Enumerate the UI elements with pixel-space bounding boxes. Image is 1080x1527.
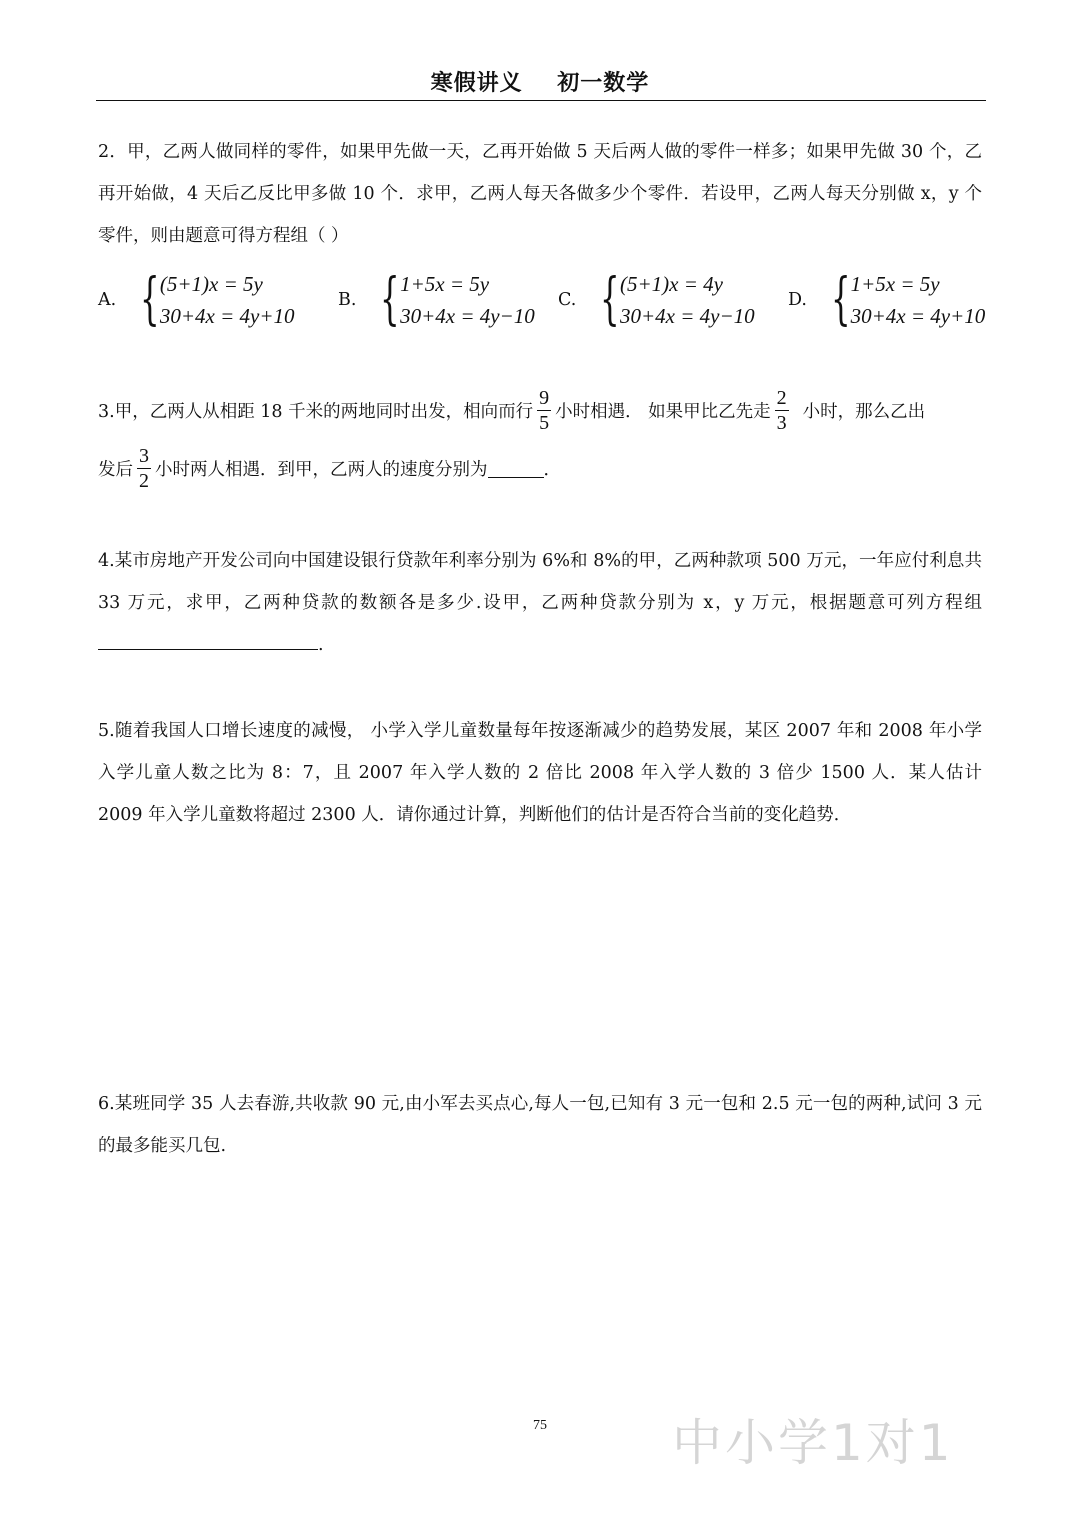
question-4 xyxy=(98,540,982,666)
brace-icon: { xyxy=(831,267,851,332)
brace-icon: { xyxy=(600,267,620,332)
option-a-eq2: 30+4x = 4y+10 xyxy=(159,304,295,328)
question-3-line-2 xyxy=(98,444,561,493)
option-d-eq1: 1+5x = 5y xyxy=(850,272,940,296)
answer-blank xyxy=(98,631,318,650)
question-3-text-2: 小时相遇． 如果甲比乙先走 xyxy=(555,402,771,422)
fraction-3-2 xyxy=(137,444,151,493)
option-d-label: D. xyxy=(788,290,807,310)
option-a xyxy=(98,268,295,332)
fraction-numerator: 2 xyxy=(776,387,787,409)
question-3-text-4: 发后 xyxy=(98,460,133,480)
option-a-eq1: (5+1)x = 5y xyxy=(159,272,263,296)
brace-icon: { xyxy=(140,267,160,332)
question-3-text-1: 3.甲，乙两人从相距 18 千米的两地同时出发，相向而行 xyxy=(98,402,534,422)
question-3-line-1 xyxy=(98,386,925,435)
question-4-end: . xyxy=(318,635,324,655)
question-3-end: ． xyxy=(543,460,561,480)
page-number: 75 xyxy=(533,1418,547,1433)
watermark: 中小学1对1 xyxy=(672,1414,954,1472)
option-b xyxy=(338,268,535,332)
fraction-9-5 xyxy=(537,386,551,435)
option-c xyxy=(558,268,755,332)
option-d xyxy=(788,268,985,332)
question-4-text: 4.某市房地产开发公司向中国建设银行贷款年利率分别为 6%和 8%的甲，乙两种款项 500 万元，一年应付利息共 33 万元，求甲，乙两种贷款的数额各是多少.设甲，乙两种贷款分别为 x，y 万元，根据题意可列方程组 xyxy=(98,551,982,613)
question-3-text-3: 小时，那么乙出 xyxy=(802,402,926,422)
fraction-numerator: 3 xyxy=(139,445,149,467)
fraction-denominator: 2 xyxy=(139,470,149,492)
fraction-denominator: 5 xyxy=(539,412,550,434)
question-2-text: 2．甲，乙两人做同样的零件，如果甲先做一天，乙再开始做 5 天后两人做的零件一样多；如果甲先做 30 个，乙再开始做，4 天后乙反比甲多做 10 个．求甲，乙两人每天各做多少个零件．若设甲，乙两人每天分别做 x，y 个零件，则由题意可得方程组（ ） xyxy=(98,142,982,246)
option-d-eq2: 30+4x = 4y+10 xyxy=(850,304,986,328)
option-c-eq1: (5+1)x = 4y xyxy=(619,272,723,296)
header-title: 寒假讲义 初一数学 xyxy=(430,71,650,96)
option-b-eq1: 1+5x = 5y xyxy=(400,272,490,296)
option-c-eq2: 30+4x = 4y−10 xyxy=(619,304,755,328)
option-b-label: B. xyxy=(338,290,357,310)
option-c-label: C. xyxy=(558,290,577,310)
fraction-numerator: 9 xyxy=(539,387,550,409)
question-3-text-5: 小时两人相遇．到甲，乙两人的速度分别为 xyxy=(155,460,488,480)
fraction-denominator: 3 xyxy=(776,412,787,434)
fraction-2-3 xyxy=(775,386,789,435)
brace-icon: { xyxy=(380,267,401,332)
answer-blank xyxy=(488,459,544,478)
header-divider xyxy=(96,100,986,101)
option-a-label: A. xyxy=(98,290,117,310)
question-6-text: 6.某班同学 35 人去春游,共收款 90 元,由小军去买点心,每人一包,已知有 3 元一包和 2.5 元一包的两种,试问 3 元的最多能买几包. xyxy=(98,1094,982,1156)
question-5-text: 5.随着我国人口增长速度的减慢， 小学入学儿童数量每年按逐渐减少的趋势发展，某区 2007 年和 2008 年小学入学儿童人数之比为 8：7，且 2007 年入学人数的 2 倍比 2008 年入学人数的 3 倍少 1500 人．某人估计 2009 年入学儿童数将超过 2300 人．请你通过计算，判断他们的估计是否符合当前的变化趋势． xyxy=(98,721,982,825)
option-b-eq2: 30+4x = 4y−10 xyxy=(400,304,535,328)
